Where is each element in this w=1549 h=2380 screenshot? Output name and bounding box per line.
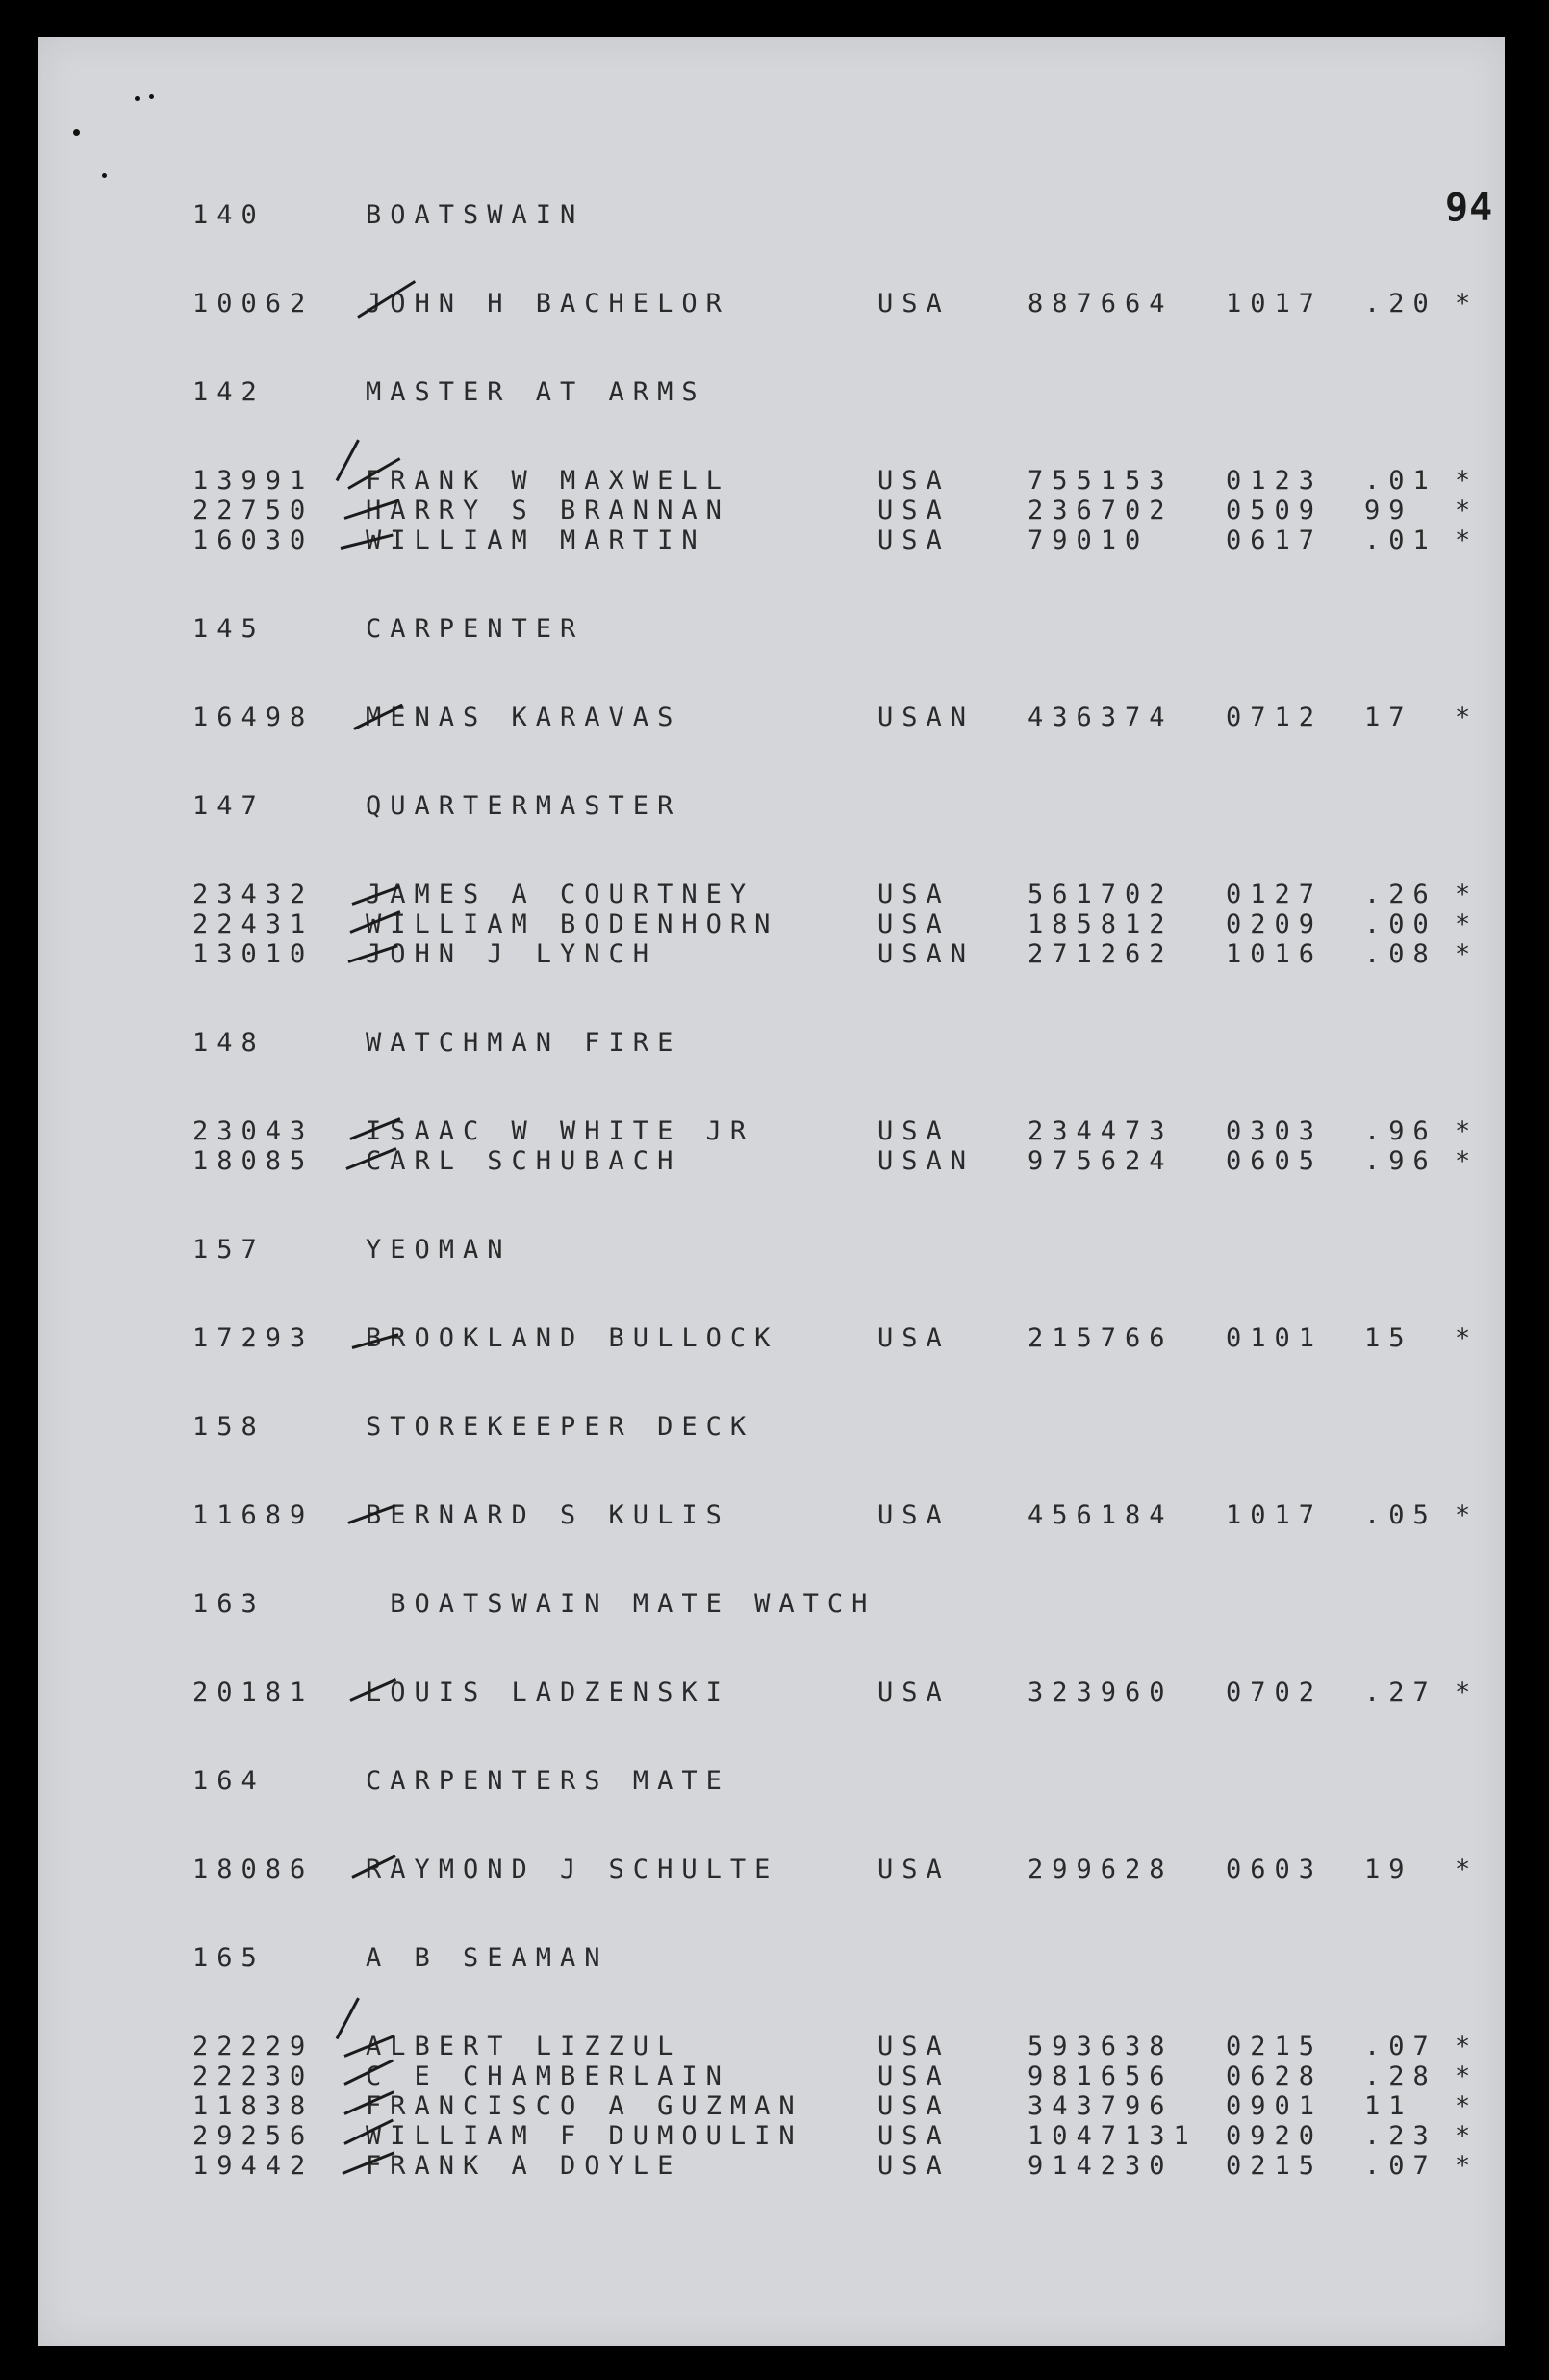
asterisk-mark: *	[1455, 1146, 1480, 1176]
book-number: 23043	[192, 1116, 315, 1146]
crew-entry	[192, 2151, 1520, 2181]
book-number: 19442	[192, 2151, 315, 2181]
nationality: USAN	[877, 703, 976, 732]
document-number: 593638	[1028, 2032, 1174, 2061]
asterisk-mark: *	[1455, 2151, 1480, 2181]
crew-entry	[192, 466, 1520, 496]
amount: .96	[1364, 1116, 1437, 1146]
rating-title: YEOMAN	[366, 1235, 512, 1265]
asterisk-mark: *	[1455, 2091, 1480, 2121]
blank-line	[192, 1176, 1520, 1235]
blank-line	[192, 407, 1520, 466]
crew-entry	[192, 1323, 1520, 1353]
crew-entry	[192, 525, 1520, 555]
crew-entry	[192, 2091, 1520, 2121]
book-number: 29256	[192, 2121, 315, 2151]
book-number: 17293	[192, 1323, 315, 1353]
document-page	[38, 37, 1505, 2346]
asterisk-mark: *	[1455, 466, 1480, 496]
document-number: 975624	[1028, 1146, 1174, 1176]
rating-code: 147	[192, 791, 266, 821]
date-code: 0712	[1226, 703, 1324, 732]
date-code: 0603	[1226, 1855, 1324, 1884]
amount: .96	[1364, 1146, 1437, 1176]
nationality: USAN	[877, 1146, 976, 1176]
date-code: 1017	[1226, 289, 1324, 319]
rating-code: 157	[192, 1235, 266, 1265]
asterisk-mark: *	[1455, 1323, 1480, 1353]
date-code: 0127	[1226, 880, 1324, 909]
crew-entry	[192, 289, 1520, 319]
section-header	[192, 1235, 1520, 1265]
amount: 99	[1364, 496, 1413, 525]
asterisk-mark: *	[1455, 1116, 1480, 1146]
amount: .27	[1364, 1677, 1437, 1707]
document-number: 215766	[1028, 1323, 1174, 1353]
asterisk-mark: *	[1455, 289, 1480, 319]
date-code: 0101	[1226, 1323, 1324, 1353]
book-number: 13010	[192, 939, 315, 969]
asterisk-mark: *	[1455, 1500, 1480, 1530]
roster-list	[192, 200, 1520, 2181]
book-number: 16030	[192, 525, 315, 555]
amount: .05	[1364, 1500, 1437, 1530]
document-number: 343796	[1028, 2091, 1174, 2121]
date-code: 0509	[1226, 496, 1324, 525]
crew-entry	[192, 1116, 1520, 1146]
blank-line	[192, 1973, 1520, 2032]
nationality: USA	[877, 2151, 951, 2181]
crew-entry	[192, 909, 1520, 939]
amount: .07	[1364, 2032, 1437, 2061]
rating-title: A B SEAMAN	[366, 1943, 609, 1973]
blank-line	[192, 1442, 1520, 1500]
amount: 11	[1364, 2091, 1413, 2121]
crew-name: WILLIAM BODENHORN	[366, 909, 779, 939]
page-number: 94	[1445, 186, 1494, 230]
rating-code: 163	[192, 1589, 266, 1619]
rating-code: 158	[192, 1412, 266, 1442]
date-code: 0901	[1226, 2091, 1324, 2121]
section-header	[192, 614, 1520, 644]
date-code: 0702	[1226, 1677, 1324, 1707]
book-number: 16498	[192, 703, 315, 732]
crew-entry	[192, 1146, 1520, 1176]
book-number: 22230	[192, 2061, 315, 2091]
book-number: 22431	[192, 909, 315, 939]
crew-entry	[192, 880, 1520, 909]
nationality: USA	[877, 1677, 951, 1707]
document-number: 981656	[1028, 2061, 1174, 2091]
book-number: 10062	[192, 289, 315, 319]
book-number: 22750	[192, 496, 315, 525]
crew-name: ALBERT LIZZUL	[366, 2032, 682, 2061]
amount: .01	[1364, 525, 1437, 555]
crew-name: MENAS KARAVAS	[366, 703, 682, 732]
amount: .00	[1364, 909, 1437, 939]
crew-name: FRANK A DOYLE	[366, 2151, 682, 2181]
rating-title: BOATSWAIN	[366, 200, 585, 230]
asterisk-mark: *	[1455, 2061, 1480, 2091]
blank-line	[192, 644, 1520, 703]
date-code: 1017	[1226, 1500, 1324, 1530]
rating-code: 142	[192, 377, 266, 407]
section-header	[192, 791, 1520, 821]
crew-entry	[192, 2121, 1520, 2151]
date-code: 0605	[1226, 1146, 1324, 1176]
speck-dot	[135, 96, 140, 101]
asterisk-mark: *	[1455, 939, 1480, 969]
nationality: USA	[877, 466, 951, 496]
amount: .28	[1364, 2061, 1437, 2091]
amount: .01	[1364, 466, 1437, 496]
document-number: 185812	[1028, 909, 1174, 939]
book-number: 13991	[192, 466, 315, 496]
crew-name: RAYMOND J SCHULTE	[366, 1855, 779, 1884]
asterisk-mark: *	[1455, 880, 1480, 909]
document-number: 887664	[1028, 289, 1174, 319]
nationality: USA	[877, 1323, 951, 1353]
blank-line	[192, 1796, 1520, 1855]
book-number: 11689	[192, 1500, 315, 1530]
nationality: USA	[877, 289, 951, 319]
section-header	[192, 1028, 1520, 1058]
document-number: 236702	[1028, 496, 1174, 525]
crew-entry	[192, 1855, 1520, 1884]
crew-name: FRANCISCO A GUZMAN	[366, 2091, 803, 2121]
blank-line	[192, 319, 1520, 377]
blank-line	[192, 555, 1520, 614]
section-header	[192, 1766, 1520, 1796]
document-number: 436374	[1028, 703, 1174, 732]
nationality: USA	[877, 1855, 951, 1884]
nationality: USA	[877, 2032, 951, 2061]
section-header	[192, 1943, 1520, 1973]
asterisk-mark: *	[1455, 2032, 1480, 2061]
blank-line	[192, 1353, 1520, 1412]
book-number: 18085	[192, 1146, 315, 1176]
date-code: 0215	[1226, 2032, 1324, 2061]
crew-name: LOUIS LADZENSKI	[366, 1677, 730, 1707]
asterisk-mark: *	[1455, 496, 1480, 525]
crew-name: BERNARD S KULIS	[366, 1500, 730, 1530]
blank-line	[192, 1884, 1520, 1943]
rating-title: CARPENTERS MATE	[366, 1766, 730, 1796]
rating-title: STOREKEEPER DECK	[366, 1412, 755, 1442]
nationality: USA	[877, 525, 951, 555]
crew-entry	[192, 1500, 1520, 1530]
rating-code: 165	[192, 1943, 266, 1973]
amount: 15	[1364, 1323, 1413, 1353]
crew-name: WILLIAM F DUMOULIN	[366, 2121, 803, 2151]
nationality: USA	[877, 1500, 951, 1530]
amount: .08	[1364, 939, 1437, 969]
amount: .23	[1364, 2121, 1437, 2151]
date-code: 0209	[1226, 909, 1324, 939]
nationality: USA	[877, 909, 951, 939]
asterisk-mark: *	[1455, 1855, 1480, 1884]
section-header	[192, 1412, 1520, 1442]
nationality: USA	[877, 1116, 951, 1146]
crew-name: FRANK W MAXWELL	[366, 466, 730, 496]
date-code: 0215	[1226, 2151, 1324, 2181]
blank-line	[192, 1265, 1520, 1323]
nationality: USA	[877, 2061, 951, 2091]
amount: 17	[1364, 703, 1413, 732]
book-number: 18086	[192, 1855, 315, 1884]
amount: .26	[1364, 880, 1437, 909]
crew-name: ISAAC W WHITE JR	[366, 1116, 755, 1146]
blank-line	[192, 1619, 1520, 1677]
document-number: 1047131	[1028, 2121, 1198, 2151]
blank-line	[192, 1058, 1520, 1116]
asterisk-mark: *	[1455, 2121, 1480, 2151]
book-number: 23432	[192, 880, 315, 909]
date-code: 0303	[1226, 1116, 1324, 1146]
amount: .20	[1364, 289, 1437, 319]
rating-code: 148	[192, 1028, 266, 1058]
asterisk-mark: *	[1455, 909, 1480, 939]
blank-line	[192, 230, 1520, 289]
crew-name: HARRY S BRANNAN	[366, 496, 730, 525]
document-number: 323960	[1028, 1677, 1174, 1707]
rating-title: BOATSWAIN MATE WATCH	[366, 1589, 876, 1619]
document-number: 79010	[1028, 525, 1150, 555]
section-header	[192, 1589, 1520, 1619]
rating-code: 140	[192, 200, 266, 230]
date-code: 0920	[1226, 2121, 1324, 2151]
date-code: 0617	[1226, 525, 1324, 555]
crew-entry	[192, 2032, 1520, 2061]
asterisk-mark: *	[1455, 525, 1480, 555]
crew-entry	[192, 939, 1520, 969]
nationality: USA	[877, 880, 951, 909]
date-code: 1016	[1226, 939, 1324, 969]
blank-line	[192, 1707, 1520, 1766]
amount: 19	[1364, 1855, 1413, 1884]
document-number: 561702	[1028, 880, 1174, 909]
date-code: 0123	[1226, 466, 1324, 496]
rating-code: 145	[192, 614, 266, 644]
rating-title: QUARTERMASTER	[366, 791, 682, 821]
rating-title: CARPENTER	[366, 614, 585, 644]
blank-line	[192, 821, 1520, 880]
rating-code: 164	[192, 1766, 266, 1796]
section-header	[192, 200, 1520, 230]
crew-name: JOHN H BACHELOR	[366, 289, 730, 319]
section-header	[192, 377, 1520, 407]
crew-entry	[192, 703, 1520, 732]
nationality: USA	[877, 2091, 951, 2121]
asterisk-mark: *	[1455, 703, 1480, 732]
document-number: 271262	[1028, 939, 1174, 969]
speck-dot	[73, 129, 80, 136]
date-code: 0628	[1226, 2061, 1324, 2091]
crew-name: WILLIAM MARTIN	[366, 525, 706, 555]
crew-entry	[192, 1677, 1520, 1707]
asterisk-mark: *	[1455, 1677, 1480, 1707]
speck-dot	[149, 94, 154, 99]
crew-name: BROOKLAND BULLOCK	[366, 1323, 779, 1353]
speck-dot	[102, 173, 107, 178]
document-number: 299628	[1028, 1855, 1174, 1884]
nationality: USAN	[877, 939, 976, 969]
document-number: 234473	[1028, 1116, 1174, 1146]
book-number: 22229	[192, 2032, 315, 2061]
crew-name: JAMES A COURTNEY	[366, 880, 755, 909]
book-number: 20181	[192, 1677, 315, 1707]
document-number: 456184	[1028, 1500, 1174, 1530]
nationality: USA	[877, 496, 951, 525]
nationality: USA	[877, 2121, 951, 2151]
book-number: 11838	[192, 2091, 315, 2121]
blank-line	[192, 1530, 1520, 1589]
blank-line	[192, 732, 1520, 791]
crew-entry	[192, 2061, 1520, 2091]
document-number: 755153	[1028, 466, 1174, 496]
rating-title: WATCHMAN FIRE	[366, 1028, 682, 1058]
document-number: 914230	[1028, 2151, 1174, 2181]
rating-title: MASTER AT ARMS	[366, 377, 706, 407]
amount: .07	[1364, 2151, 1437, 2181]
crew-name: C E CHAMBERLAIN	[366, 2061, 730, 2091]
crew-name: JOHN J LYNCH	[366, 939, 658, 969]
crew-entry	[192, 496, 1520, 525]
blank-line	[192, 969, 1520, 1028]
crew-name: CARL SCHUBACH	[366, 1146, 682, 1176]
